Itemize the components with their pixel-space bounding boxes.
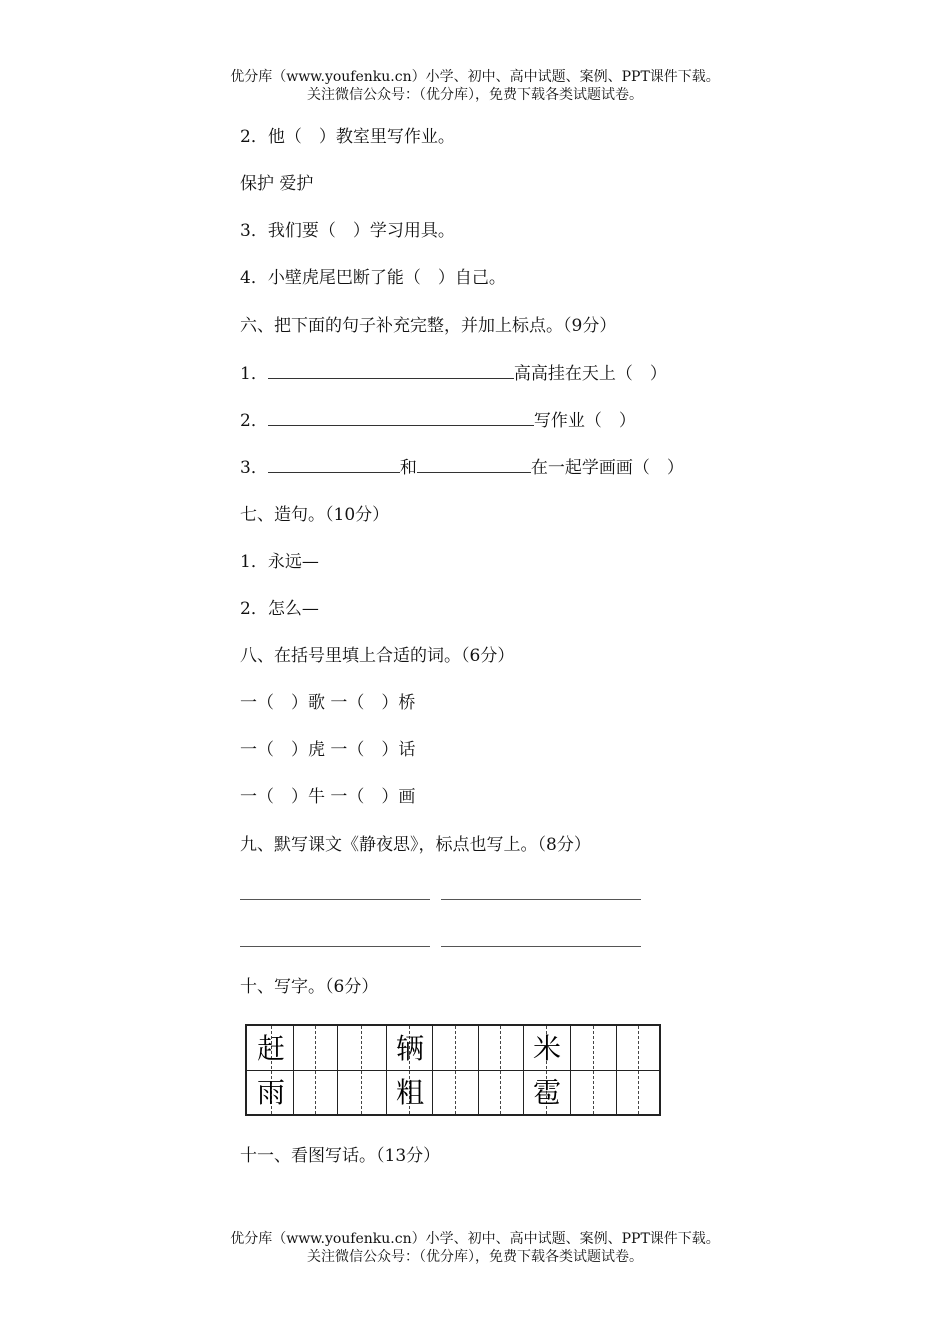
grid-column-divider xyxy=(386,1026,387,1114)
writing-line[interactable] xyxy=(240,946,430,947)
grid-column-divider xyxy=(432,1026,433,1114)
question-6-1-text: 高高挂在天上（ ） xyxy=(513,364,667,384)
question-5-3: 3．我们要（ ）学习用具。 xyxy=(240,221,455,241)
answer-blank[interactable] xyxy=(268,456,400,473)
grid-dashed-line xyxy=(638,1026,639,1114)
question-5-4: 4．小壁虎尾巴断了能（ ）自己。 xyxy=(240,268,506,288)
answer-blank[interactable] xyxy=(268,362,514,379)
grid-dashed-line xyxy=(315,1026,316,1114)
question-7-2: 2．怎么— xyxy=(240,599,319,619)
section-6-title: 六、把下面的句子补充完整，并加上标点。（9分） xyxy=(240,316,617,336)
grid-dashed-line xyxy=(593,1026,594,1114)
grid-column-divider xyxy=(570,1026,571,1114)
question-6-1-number: 1． xyxy=(240,364,268,384)
section-10-title: 十、写字。（6分） xyxy=(240,977,379,997)
grid-character: 粗 xyxy=(395,1076,424,1109)
question-6-3-text: 在一起学画画（ ） xyxy=(530,458,684,478)
question-6-2-text: 写作业（ ） xyxy=(533,411,636,431)
question-6-1 xyxy=(240,362,667,385)
grid-dashed-line xyxy=(361,1026,362,1114)
grid-character: 赶 xyxy=(256,1032,285,1065)
section-8-title: 八、在括号里填上合适的词。（6分） xyxy=(240,646,515,666)
question-6-2 xyxy=(240,409,636,432)
section-7-title: 七、造句。（10分） xyxy=(240,505,390,525)
word-choices: 保护 爱护 xyxy=(240,174,314,194)
grid-character: 雨 xyxy=(256,1076,285,1109)
question-6-3-number: 3． xyxy=(240,458,268,478)
grid-dashed-line xyxy=(455,1026,456,1114)
question-6-2-number: 2． xyxy=(240,411,268,431)
answer-blank[interactable] xyxy=(268,409,534,426)
grid-column-divider xyxy=(337,1026,338,1114)
footer-line-2: 关注微信公众号：（优分库），免费下载各类试题试卷。 xyxy=(307,1249,643,1265)
question-7-1: 1．永远— xyxy=(240,552,319,572)
grid-column-divider xyxy=(616,1026,617,1114)
writing-grid[interactable] xyxy=(245,1024,661,1116)
header-line-1: 优分库（www.youfenku.cn）小学、初中、高中试题、案例、PPT课件下载。 xyxy=(230,69,720,85)
section-9-title: 九、默写课文《静夜思》，标点也写上。（8分） xyxy=(240,835,591,855)
grid-character: 辆 xyxy=(395,1032,424,1065)
grid-column-divider xyxy=(478,1026,479,1114)
page-footer xyxy=(0,1230,950,1266)
grid-column-divider xyxy=(523,1026,524,1114)
page-header xyxy=(0,68,950,104)
section-11-title: 十一、看图写话。（13分） xyxy=(240,1146,441,1166)
writing-line[interactable] xyxy=(441,946,641,947)
question-8-row-3: 一（ ）牛 一（ ）画 xyxy=(240,787,416,807)
question-5-2: 2．他（ ）教室里写作业。 xyxy=(240,127,455,147)
header-line-2: 关注微信公众号：（优分库），免费下载各类试题试卷。 xyxy=(307,87,643,103)
writing-line[interactable] xyxy=(441,899,641,900)
question-6-3-connector: 和 xyxy=(399,458,417,478)
grid-column-divider xyxy=(293,1026,294,1114)
question-8-row-1: 一（ ）歌 一（ ）桥 xyxy=(240,693,416,713)
answer-blank[interactable] xyxy=(417,456,531,473)
question-6-3 xyxy=(240,456,684,479)
grid-character: 雹 xyxy=(532,1076,561,1109)
grid-row-divider xyxy=(247,1070,659,1071)
grid-dashed-line xyxy=(500,1026,501,1114)
writing-line[interactable] xyxy=(240,899,430,900)
question-8-row-2: 一（ ）虎 一（ ）话 xyxy=(240,740,416,760)
footer-line-1: 优分库（www.youfenku.cn）小学、初中、高中试题、案例、PPT课件下载。 xyxy=(230,1231,720,1247)
grid-character: 米 xyxy=(532,1032,561,1065)
